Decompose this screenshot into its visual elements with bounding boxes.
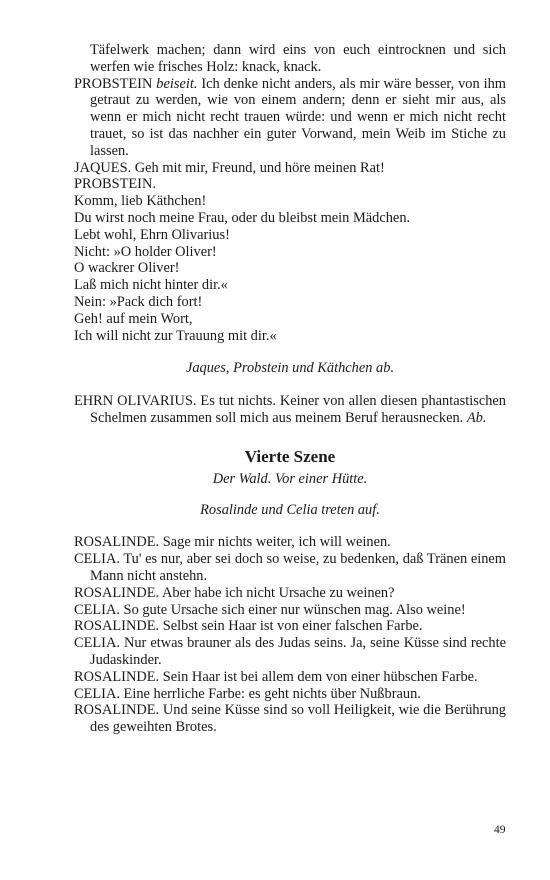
verse-line: Nicht: »O holder Oliver! <box>74 243 217 260</box>
speech: EHRN OLIVARIUS. Es tut nichts. Keiner von allen diesen phantastischen Schelmen zusammen soll mich aus meinem Beruf herausnecken. <box>74 393 506 426</box>
stage-direction-exit: Jaques, Probstein und Käthchen ab. <box>185 360 395 377</box>
verse-line: Nein: »Pack dich fort! <box>74 293 203 310</box>
dialogue-line: CELIA. Eine herrliche Farbe: es geht nichts über Nußbraun. <box>74 685 421 702</box>
dialogue-line: CELIA. Nur etwas brauner als des Judas seins. Ja, seine Küsse sind rechte Judaskinder. <box>74 635 506 668</box>
page-text <box>74 42 506 736</box>
dialogue-continuation: Täfelwerk machen; dann wird eins von euch eintrocknen und sich werfen wie frisches Holz: knack, knack. <box>90 42 506 75</box>
stage-direction-inline: beiseit. <box>156 75 198 92</box>
dialogue-line: CELIA. So gute Ursache sich einer nur wünschen mag. Also weine! <box>74 601 466 618</box>
dialogue-line: ROSALINDE. Selbst sein Haar ist von einer falschen Farbe. <box>74 618 423 635</box>
dialogue-line: JAQUES. Geh mit mir, Freund, und höre meinen Rat! <box>74 159 385 176</box>
verse-line: Ich will nicht zur Trauung mit dir.« <box>74 327 277 344</box>
dialogue-line: ROSALINDE. Und seine Küsse sind so voll Heiligkeit, wie die Berührung des geweihten Brotes. <box>74 702 506 736</box>
dialogue-line: CELIA. Tu' es nur, aber sei doch so weise, zu bedenken, daß Tränen einem Mann nicht anstehn. <box>74 551 506 584</box>
verse-line: O wackrer Oliver! <box>74 260 180 277</box>
dialogue-line: ROSALINDE. Aber habe ich nicht Ursache zu weinen? <box>74 584 395 601</box>
speaker: PROBSTEIN <box>74 75 153 92</box>
verse-line: Geh! auf mein Wort, <box>74 310 193 327</box>
scene-setting: Der Wald. Vor einer Hütte. <box>212 470 368 487</box>
stage-direction-inline: Ab. <box>466 409 487 426</box>
verse-line: Komm, lieb Käthchen! <box>74 193 207 210</box>
dialogue-line <box>74 393 506 427</box>
dialogue-line <box>74 76 506 160</box>
speech: Ich denke nicht anders, als mir wäre besser, von ihm getraut zu werden, wie von einem andern; denn er sieht mir aus, als wenn er mich nicht recht trauen würde: und wenn er mich nicht recht trauet, so ist das nachher ein guter Vorwand, mein Weib im Stiche zu lassen. <box>90 75 506 159</box>
speaker-heading: PROBSTEIN. <box>74 176 156 193</box>
scene-heading: Vierte Szene <box>244 446 336 466</box>
verse-line: Du wirst noch meine Frau, oder du bleibst mein Mädchen. <box>74 209 411 226</box>
verse-line: Lebt wohl, Ehrn Olivarius! <box>74 226 230 243</box>
verse-line: Laß mich nicht hinter dir.« <box>74 277 228 294</box>
stage-direction-entrance: Rosalinde und Celia treten auf. <box>200 501 380 518</box>
page-number: 49 <box>494 824 506 836</box>
dialogue-line: ROSALINDE. Sage mir nichts weiter, ich will weinen. <box>74 534 391 551</box>
dialogue-line: ROSALINDE. Sein Haar ist bei allem dem von einer hübschen Farbe. <box>74 668 478 685</box>
